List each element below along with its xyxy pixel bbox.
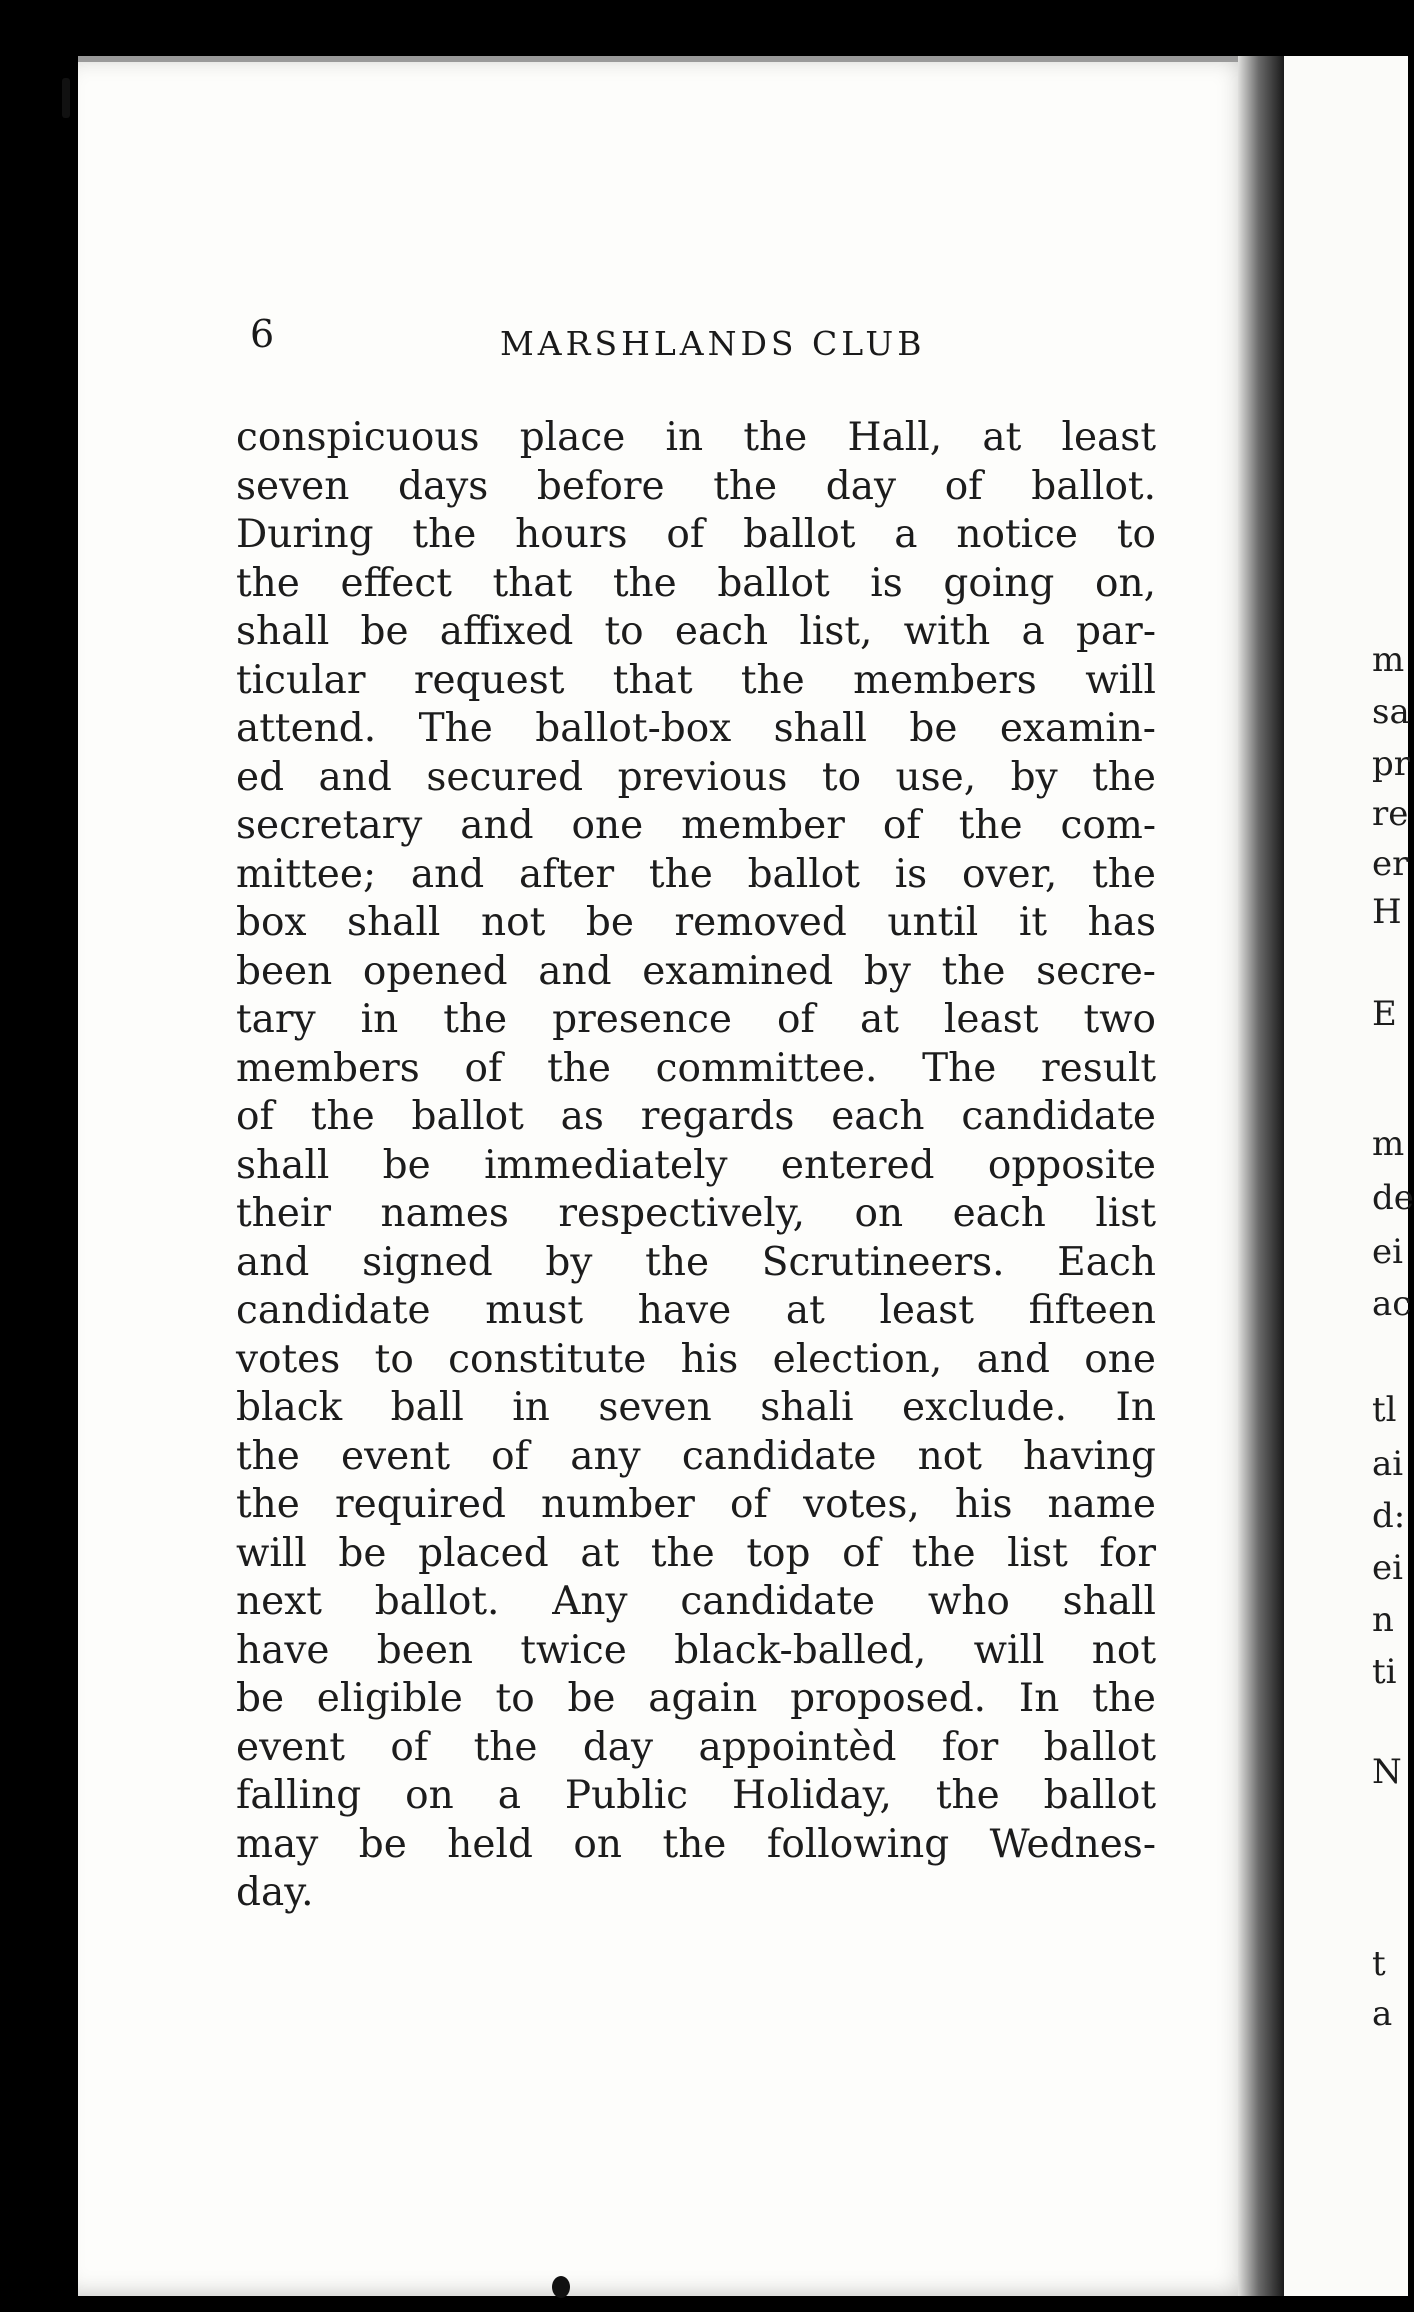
facing-fragment: a — [1372, 1994, 1393, 2034]
text-line: ed and secured previous to use, by the — [236, 754, 1156, 800]
facing-fragment: N — [1372, 1752, 1402, 1792]
text-line: ticular request that the members will — [236, 657, 1156, 703]
text-line: votes to constitute his election, and one — [236, 1336, 1156, 1382]
facing-fragment: ei — [1372, 1548, 1403, 1588]
text-line: shall be affixed to each list, with a par- — [236, 609, 1156, 654]
scan-speck — [552, 2276, 570, 2298]
facing-fragment: ei — [1372, 1232, 1403, 1272]
text-line: attend. The ballot-box shall be examin- — [236, 706, 1156, 751]
text-line: day. — [236, 1870, 314, 1915]
text-line: next ballot. Any candidate who shall — [236, 1579, 1156, 1624]
facing-fragment: ti — [1372, 1652, 1397, 1692]
facing-fragment: E — [1372, 994, 1397, 1034]
facing-fragment: sa — [1372, 692, 1410, 732]
facing-fragment: de — [1372, 1178, 1414, 1218]
text-line: falling on a Public Holiday, the ballot — [236, 1773, 1156, 1818]
text-line: black ball in seven shali exclude. In — [236, 1385, 1156, 1430]
body-text — [236, 414, 1156, 1918]
facing-fragment: m — [1372, 640, 1405, 680]
facing-fragment: pr — [1372, 744, 1411, 784]
text-line: the effect that the ballot is going on, — [236, 560, 1156, 606]
text-line: of the ballot as regards each candidate — [236, 1094, 1156, 1139]
facing-fragment: ac — [1372, 1284, 1412, 1324]
facing-fragment: H — [1372, 892, 1402, 932]
text-line: event of the day appointèd for ballot — [236, 1724, 1156, 1770]
text-line: be eligible to be again proposed. In the — [236, 1676, 1156, 1721]
facing-fragment: d: — [1372, 1496, 1406, 1536]
scan-speck — [62, 78, 70, 118]
text-line: their names respectively, on each list — [236, 1191, 1156, 1236]
text-line: seven days before the day of ballot. — [236, 463, 1156, 509]
text-line: candidate must have at least fifteen — [236, 1288, 1156, 1333]
page-number: 6 — [250, 312, 275, 356]
text-line: secretary and one member of the com- — [236, 803, 1156, 848]
facing-fragment: re — [1372, 794, 1409, 834]
book-gutter — [1238, 56, 1284, 2296]
running-head: MARSHLANDS CLUB — [500, 324, 926, 363]
text-line: mittee; and after the ballot is over, the — [236, 851, 1156, 897]
text-line: box shall not be removed until it has — [236, 900, 1156, 945]
facing-fragment: n — [1372, 1600, 1394, 1640]
facing-fragment: tl — [1372, 1390, 1397, 1430]
text-line: conspicuous place in the Hall, at least — [236, 415, 1156, 460]
facing-fragment: er — [1372, 844, 1409, 884]
text-line: members of the committee. The result — [236, 1045, 1156, 1091]
text-line: will be placed at the top of the list for — [236, 1530, 1156, 1576]
text-line: may be held on the following Wednes- — [236, 1821, 1156, 1867]
facing-fragment: m — [1372, 1124, 1405, 1164]
text-line: During the hours of ballot a notice to — [236, 512, 1156, 557]
facing-fragment: ai — [1372, 1444, 1404, 1484]
facing-page-text — [1372, 0, 1414, 2312]
text-line: been opened and examined by the secre- — [236, 948, 1156, 994]
text-line: have been twice black-balled, will not — [236, 1627, 1156, 1673]
facing-fragment: t — [1372, 1944, 1386, 1984]
text-line: the event of any candidate not having — [236, 1433, 1156, 1479]
text-line: and signed by the Scrutineers. Each — [236, 1239, 1156, 1285]
text-line: shall be immediately entered opposite — [236, 1142, 1156, 1188]
text-line: the required number of votes, his name — [236, 1482, 1156, 1527]
text-line: tary in the presence of at least two — [236, 997, 1156, 1042]
